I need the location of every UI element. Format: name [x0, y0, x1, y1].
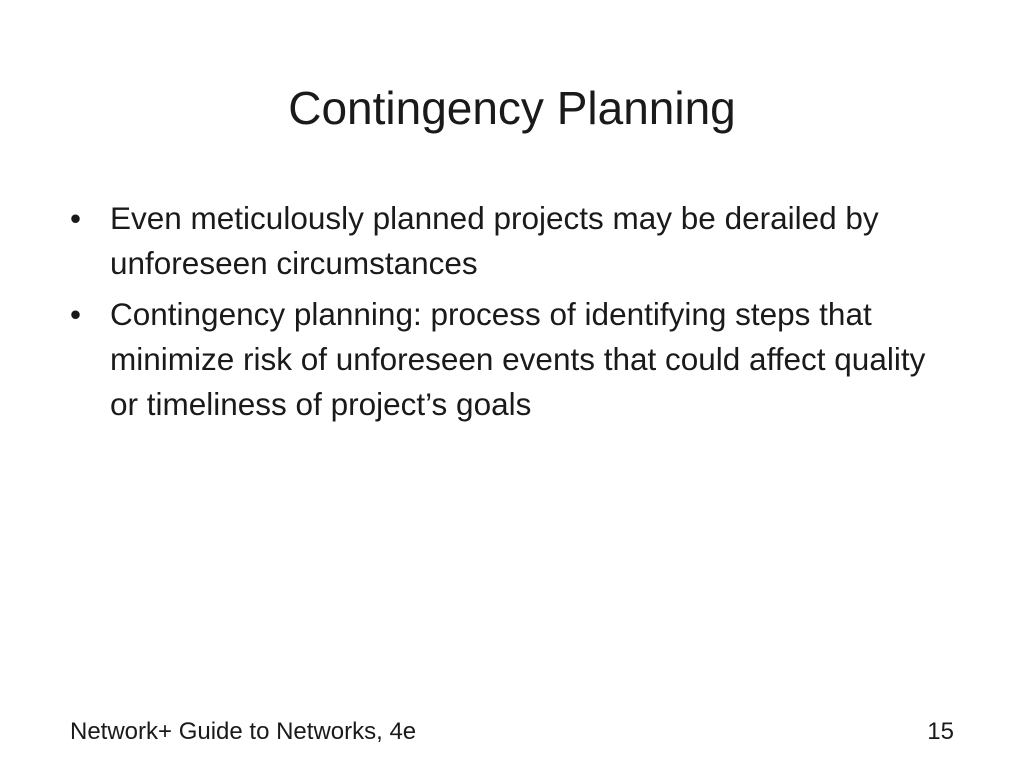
bullet-text: Even meticulously planned projects may be derailed by unforeseen circumstances	[110, 200, 879, 281]
footer-source: Network+ Guide to Networks, 4e	[70, 718, 417, 745]
page-number: 15	[927, 718, 954, 745]
bullet-item	[70, 196, 960, 286]
bullet-marker: •	[70, 200, 82, 236]
bullet-list	[70, 196, 960, 433]
slide-title: Contingency Planning	[288, 82, 736, 134]
bullet-text: Contingency planning: process of identifying steps that minimize risk of unforeseen events that could affect quality or timeliness of project’s goals	[110, 296, 926, 422]
bullet-marker: •	[70, 296, 82, 332]
bullet-item	[70, 292, 960, 427]
